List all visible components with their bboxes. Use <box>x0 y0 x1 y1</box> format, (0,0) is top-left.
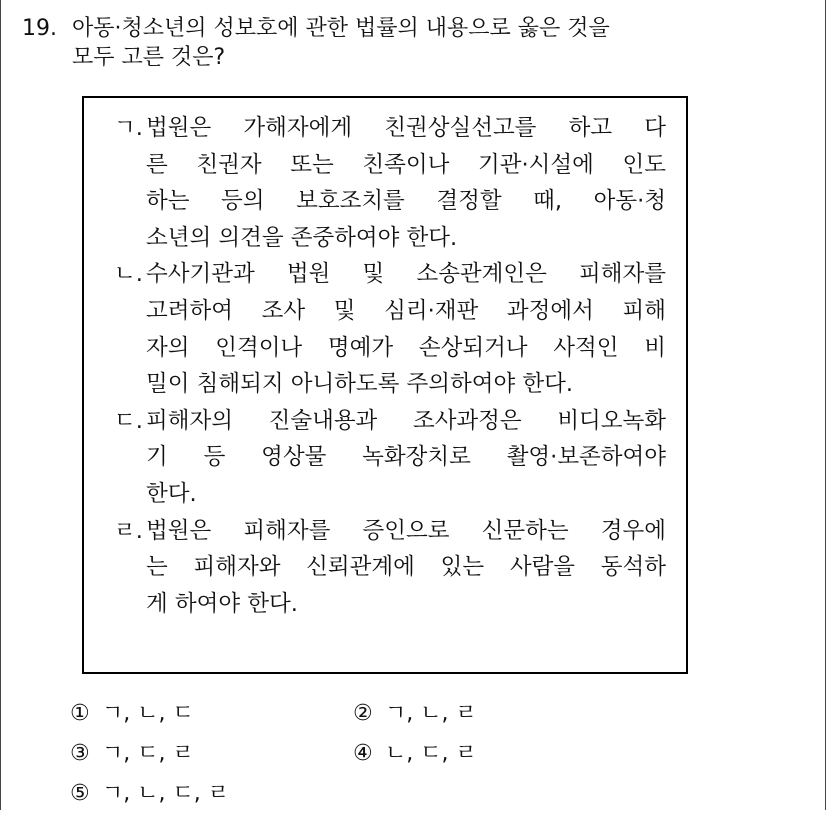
item-text-line: 법원은 피해자를 증인으로 신문하는 경우에 <box>146 517 666 544</box>
answer-option[interactable] <box>70 734 353 774</box>
answer-option[interactable] <box>70 694 353 734</box>
item-text-line: 법원은 가해자에게 친권상실선고를 하고 다 <box>146 115 666 141</box>
item-text-line: 른 친권자 또는 친족이나 기관·시설에 인도 <box>146 151 666 178</box>
option-number: ② <box>353 701 373 726</box>
question-line-1 <box>22 14 802 43</box>
option-number: ① <box>70 701 90 726</box>
answer-option[interactable] <box>353 734 636 774</box>
option-text: ㄱ, ㄴ, ㄹ <box>385 701 477 726</box>
item-text-line: 는 피해자와 신뢰관계에 있는 사람을 동석하 <box>146 554 666 581</box>
item-text-line: 하는 등의 보호조치를 결정할 때, 아동·청 <box>146 188 666 215</box>
option-text: ㄴ, ㄷ, ㄹ <box>385 741 477 766</box>
option-row <box>70 774 770 814</box>
item-text-line: 피해자의 진술내용과 조사과정은 비디오녹화 <box>146 407 667 434</box>
option-row <box>70 734 770 774</box>
option-number: ④ <box>353 741 373 766</box>
question-stem-line-1: 아동·청소년의 성보호에 관한 법률의 내용으로 옳은 것을 <box>72 16 610 41</box>
item-text-line: 기 등 영상물 녹화장치로 촬영·보존하여야 <box>146 444 666 471</box>
option-row <box>70 694 770 734</box>
passage-item <box>114 110 666 256</box>
question-number: 19. <box>22 16 57 41</box>
item-text-line: 고려하여 조사 및 심리·재판 과정에서 피해 <box>146 297 666 324</box>
option-text: ㄱ, ㄴ, ㄷ, ㄹ <box>102 781 229 806</box>
item-text-line: 수사기관과 법원 및 소송관계인은 피해자를 <box>146 261 666 288</box>
answer-option[interactable] <box>353 694 636 734</box>
answer-options <box>70 694 770 814</box>
passage-items <box>114 110 666 622</box>
item-marker: ㄴ. <box>114 261 143 288</box>
option-number: ③ <box>70 741 90 766</box>
question-stem-line-2: 모두 고른 것은? <box>72 45 226 70</box>
answer-option[interactable] <box>70 774 353 814</box>
passage-item <box>114 513 666 623</box>
passage-item <box>114 403 666 513</box>
item-text-line: 게 하여야 한다. <box>146 590 298 617</box>
option-text: ㄱ, ㄴ, ㄷ <box>102 701 194 726</box>
item-text-line: 한다. <box>146 480 197 507</box>
question-header <box>22 14 802 72</box>
item-text-line: 밀이 침해되지 아니하도록 주의하여야 한다. <box>146 371 573 398</box>
item-marker: ㄹ. <box>114 517 143 544</box>
option-text: ㄱ, ㄷ, ㄹ <box>102 741 194 766</box>
passage-item <box>114 256 666 402</box>
item-text-line: 소년의 의견을 존중하여야 한다. <box>146 224 458 251</box>
item-marker: ㄷ. <box>114 407 143 434</box>
option-number: ⑤ <box>70 781 90 806</box>
item-text-line: 자의 인격이나 명예가 손상되거나 사적인 비 <box>146 334 666 361</box>
passage-box <box>82 96 688 674</box>
item-marker: ㄱ. <box>114 115 143 141</box>
